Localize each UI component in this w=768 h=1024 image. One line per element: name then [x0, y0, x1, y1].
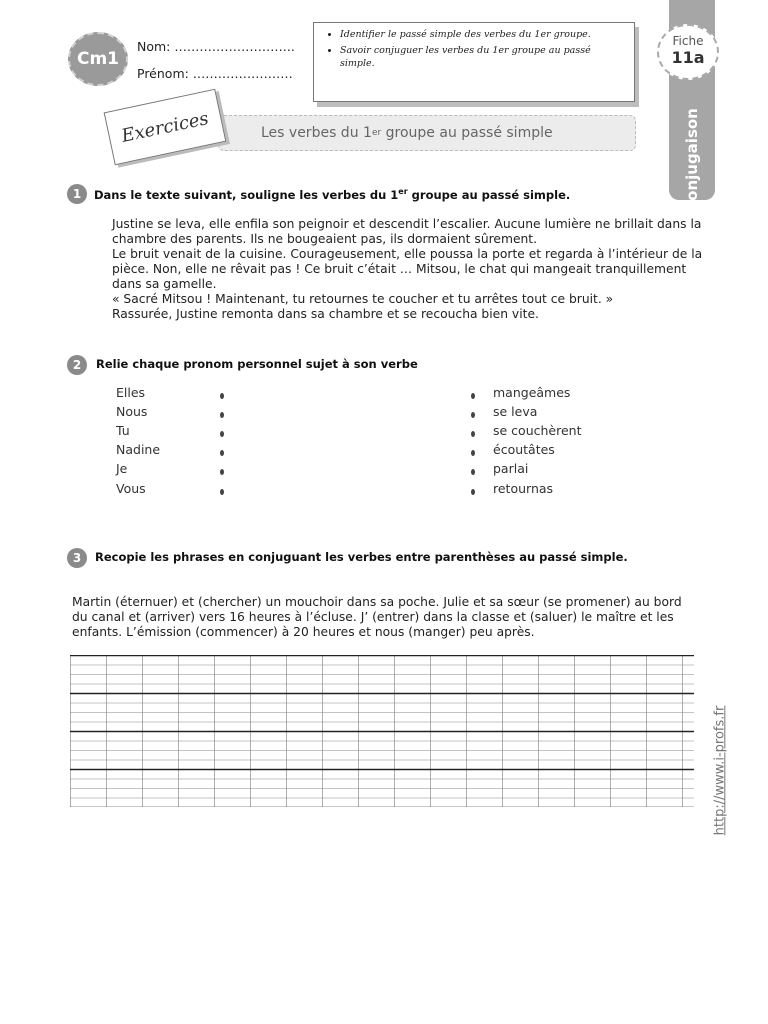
page-title-main: Les verbes du 1 [261, 125, 372, 141]
connector-dot[interactable] [220, 469, 224, 475]
writing-lines-area[interactable] [70, 655, 694, 807]
text-line: du canal et (arriver) vers 16 heures à l’écluse. J’ (entrer) dans la classe et (saluer) le maître et les [72, 610, 674, 624]
exercices-label: Exercices [119, 107, 211, 147]
text-line: Le bruit venait de la cuisine. Courageusement, elle poussa la porte et regarda à l’intérieur de la [112, 247, 703, 261]
exercise-1-title-a: Dans le texte suivant, souligne les verbes du 1 [94, 187, 399, 202]
exercise-number-badge: 3 [67, 548, 87, 568]
connector-dot[interactable] [220, 412, 224, 418]
text-line: dans sa gamelle. [112, 277, 217, 291]
verb-item: se leva [493, 404, 538, 419]
source-url-text[interactable]: http://www.i-profs.fr [712, 705, 728, 835]
name-field: Nom: ……………………….. [137, 39, 295, 54]
text-line: enfants. L’émission (commencer) à 20 heures et nous (manger) peu après. [72, 625, 535, 639]
exercise-1-title [94, 187, 570, 202]
page-title [218, 115, 636, 151]
verb-item: mangeâmes [493, 385, 571, 400]
connector-dot[interactable] [220, 450, 224, 456]
text-line: Martin (éternuer) et (chercher) un mouchoir dans sa poche. Julie et sa sœur (se promener) au bord [72, 595, 682, 609]
exercise-2-title: Relie chaque pronom personnel sujet à son verbe [96, 357, 418, 371]
page-title-sup: er [371, 128, 382, 138]
objective-item: • Identifier le passé simple des verbes du 1er groupe. [340, 28, 624, 41]
pronoun-item: Elles [116, 385, 146, 400]
pronoun-item: Tu [116, 423, 130, 438]
firstname-field: Prénom: …………………… [137, 66, 293, 81]
verb-item: écoutâtes [493, 442, 555, 457]
connector-dot[interactable] [471, 489, 475, 495]
level-badge-text: Cm1 [76, 49, 120, 69]
subject-tab-label [660, 108, 724, 212]
verb-item: se couchèrent [493, 423, 582, 438]
objectives-box [313, 22, 635, 102]
connector-dot[interactable] [220, 393, 224, 399]
page-title-rest: groupe au passé simple [381, 125, 553, 141]
text-line: chambre des parents. Ils ne bougeaient pas, ils dormaient sûrement. [112, 232, 538, 246]
exercise-3-text [72, 595, 682, 640]
level-badge [68, 32, 128, 86]
objective-item: • Savoir conjuguer les verbes du 1er groupe au passé simple. [340, 44, 624, 70]
connector-dot[interactable] [471, 393, 475, 399]
exercise-number-badge: 1 [67, 184, 87, 204]
connector-dot[interactable] [220, 431, 224, 437]
verb-item: parlai [493, 461, 529, 476]
exercise-number-badge: 2 [67, 355, 87, 375]
connector-dot[interactable] [471, 412, 475, 418]
connector-dot[interactable] [471, 431, 475, 437]
subject-tab-text: Conjugaison [683, 108, 702, 212]
connector-dot[interactable] [471, 450, 475, 456]
exercise-1-text [112, 217, 702, 322]
text-line: « Sacré Mitsou ! Maintenant, tu retournes te coucher et tu arrêtes tout ce bruit. » [112, 292, 614, 306]
pronoun-item: Nadine [116, 442, 161, 457]
source-url[interactable] [700, 700, 740, 840]
writing-lines-grid [70, 655, 694, 807]
fiche-badge [657, 24, 719, 80]
exercise-3-title: Recopie les phrases en conjuguant les verbes entre parenthèses au passé simple. [95, 550, 628, 564]
exercise-1-title-sup: er [398, 187, 408, 196]
text-line: Rassurée, Justine remonta dans sa chambre et se recoucha bien vite. [112, 307, 539, 321]
text-line: Justine se leva, elle enfila son peignoir et descendit l’escalier. Aucune lumière ne brillait dans la [112, 217, 702, 231]
fiche-label: Fiche [672, 34, 704, 48]
verb-item: retournas [493, 481, 554, 496]
connector-dot[interactable] [220, 489, 224, 495]
pronoun-item: Je [116, 461, 128, 476]
connector-dot[interactable] [471, 469, 475, 475]
exercices-card [104, 89, 227, 166]
text-line: pièce. Non, elle ne rêvait pas ! Ce bruit c’était … Mitsou, le chat qui mangeait tranquillement [112, 262, 687, 276]
pronoun-item: Vous [116, 481, 146, 496]
fiche-number: 11a [671, 48, 705, 67]
exercise-1-title-b: groupe au passé simple. [407, 187, 571, 202]
pronoun-item: Nous [116, 404, 148, 419]
